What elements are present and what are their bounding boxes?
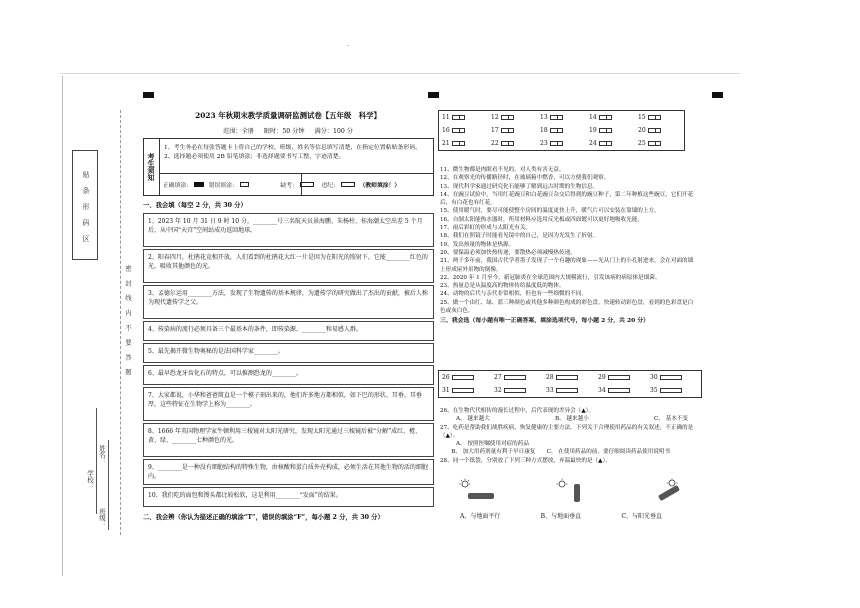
- tf-question-list: [440, 166, 698, 326]
- mc-option: A、 越来越大: [456, 416, 490, 423]
- tf-bubble[interactable]: [550, 141, 563, 146]
- violation-box[interactable]: [341, 182, 355, 187]
- tf-number: 23: [540, 140, 548, 147]
- question-box: [143, 285, 434, 319]
- tf-bubble[interactable]: [599, 141, 612, 146]
- mc-question-list: [440, 407, 700, 465]
- barcode-label: 贴 条 形 码 区: [82, 171, 90, 243]
- caption: C、与阳光垂直: [621, 513, 662, 520]
- class-label: 班级：: [98, 508, 106, 528]
- tf-number: 25: [638, 140, 646, 147]
- tf-row: [439, 124, 684, 137]
- tf-question: 18、我们在照镜子时能看见镜中的自己，是因为光发生了折射。: [440, 233, 599, 240]
- notice-items: [164, 144, 432, 161]
- page-dot: .: [347, 40, 350, 48]
- class-field: [98, 508, 107, 528]
- tf-number: 15: [638, 114, 646, 121]
- mc-cell[interactable]: [595, 374, 647, 381]
- fill-correct-sample: [194, 182, 204, 187]
- tf-bubble[interactable]: [501, 141, 514, 146]
- illustration-captions: [440, 511, 702, 520]
- tf-question: 19、发出热量的物体是热源。: [440, 241, 515, 248]
- mc-number: 30: [650, 374, 658, 381]
- violation-label: 违纪：: [321, 183, 339, 189]
- question-box: [143, 423, 434, 457]
- tf-number: 13: [540, 114, 548, 121]
- tf-cell[interactable]: [537, 114, 586, 121]
- question-box: [143, 321, 434, 341]
- mc-number: 31: [442, 387, 450, 394]
- mc-number: 34: [598, 387, 606, 394]
- mc-row: [439, 384, 701, 397]
- tf-number: 14: [589, 114, 597, 121]
- question-box: [143, 365, 434, 385]
- tf-question: 13、现代科学家通过研究化石能够了解到远古时期的生物信息。: [440, 183, 599, 190]
- sun-bag-vertical-icon: [552, 478, 592, 504]
- notice-head: 考生须知: [144, 139, 160, 195]
- mc-question: 28、同一个纸袋，分别放了下列三种方式摆放，弃温最快的是（▲）。: [440, 457, 611, 464]
- top-rule: [60, 73, 740, 74]
- tf-cell[interactable]: [537, 140, 586, 147]
- tf-cell[interactable]: [439, 127, 488, 134]
- mc-bubble[interactable]: [660, 375, 682, 380]
- tf-question: 24、动物的后代与亲代非常相似，但也有一些细微的不同。: [440, 291, 587, 298]
- name-field: [98, 445, 107, 465]
- name-label: 姓名：: [98, 445, 106, 465]
- mc-row: [439, 371, 701, 384]
- tf-bubble[interactable]: [501, 128, 514, 133]
- tf-cell[interactable]: [537, 127, 586, 134]
- tf-cell[interactable]: [488, 114, 537, 121]
- tf-question: 22、2020 年 1 月至今，新冠肺炎在全球范围内大规模流行，引发该病的病原体是细菌。: [440, 274, 661, 281]
- tf-bubble[interactable]: [452, 141, 465, 146]
- tf-bubble[interactable]: [599, 128, 612, 133]
- tf-number: 19: [589, 127, 597, 134]
- exam-meta: [143, 126, 433, 135]
- tf-bubble[interactable]: [648, 128, 661, 133]
- mc-bubble[interactable]: [556, 375, 578, 380]
- mc-number: 32: [494, 387, 502, 394]
- tf-cell[interactable]: [635, 127, 684, 134]
- mc-option: A、 按照医嘱使用对症的药品: [456, 441, 529, 448]
- tf-question: 14、在豌豆试验中，当用红花豌豆和白花豌豆杂交后得到的豌豆种子，第二年种植这些豌豆，它们开花后，有白花也有红花。: [440, 191, 694, 207]
- mc-bubble[interactable]: [504, 388, 526, 393]
- mc-options: [440, 440, 700, 448]
- fill-divider: [301, 173, 302, 195]
- tf-number: 24: [589, 140, 597, 147]
- tf-cell[interactable]: [586, 114, 635, 121]
- tf-cell[interactable]: [586, 127, 635, 134]
- mc-bubble[interactable]: [556, 388, 578, 393]
- signature-line: [108, 440, 109, 530]
- mc-cell[interactable]: [491, 374, 543, 381]
- tf-row: [439, 137, 684, 150]
- question-box: [143, 459, 434, 485]
- exam-title: 2023 年秋期末教学质量调研监测试卷【五年级 科学】: [195, 111, 381, 120]
- question-text: 3、孟德尔运用________方法，发现了生物遗传的基本规律，为遗传学的研究做出了杰出的贡献，被后人称为现代遗传学之父。: [148, 290, 428, 307]
- tf-bubble[interactable]: [452, 115, 465, 120]
- meta-score: 满分：100 分: [314, 128, 353, 135]
- mc-cell[interactable]: [595, 387, 647, 394]
- tf-cell[interactable]: [586, 140, 635, 147]
- mc-bubble[interactable]: [608, 375, 630, 380]
- mc-question: B、 加大用药剂量有利于早日康复 C、 在使用药品的前，要仔细阅读药品使用说明书: [440, 449, 671, 456]
- mc-number: 26: [442, 374, 450, 381]
- tf-bubble[interactable]: [648, 141, 661, 146]
- question-text: 7、大家都说，小华和爸爸简直是一个模子刻出来的，他们许多地方都相似，如下巴的形状、耳垂、耳垂厚，这些特征在生物学上称为________。: [148, 392, 422, 409]
- tf-cell[interactable]: [635, 140, 684, 147]
- question-box: [143, 387, 434, 421]
- tf-row: [439, 111, 684, 124]
- mc-cell[interactable]: [439, 387, 491, 394]
- mc-answer-grid: [438, 370, 702, 398]
- absent-label: 缺考：: [280, 183, 298, 189]
- question-box: [143, 343, 434, 363]
- mc-cell[interactable]: [647, 374, 699, 381]
- barcode-area: [72, 150, 98, 260]
- fill-example-row: [160, 173, 433, 195]
- mc-question: 26、在生物代代相传的漫长过程中，后代表现的差异会（▲）。: [440, 408, 595, 414]
- question-text: 8、1666 年英国物理学家牛顿利用三棱镜对太阳光研究，发现太阳光通过三棱镜后被“分解”成红、橙、黄、绿、________七种颜色的光。: [148, 428, 422, 445]
- notice-item: 1、考生务必在每张答题卡上将自己的学校、班级、姓名等信息填写清楚，在指定位置粘贴条形码。: [164, 145, 422, 151]
- tf-number: 21: [442, 140, 450, 147]
- tf-answer-grid: [438, 110, 685, 151]
- tf-bubble[interactable]: [550, 115, 563, 120]
- signature-line: [96, 408, 97, 514]
- mc-option: C、 基本不变: [653, 416, 688, 423]
- mc-cell[interactable]: [543, 374, 595, 381]
- tf-bubble[interactable]: [452, 128, 465, 133]
- tf-question: 15、使用暖气时，要尽可能使整个房间的温度更快上升，暖气片可以安装在靠墙的上方。: [440, 208, 660, 215]
- question-text: 10、我们吃的面包和馒头都比较松软，这是利用________“发面”的结果。: [148, 492, 342, 499]
- sun-bag-parallel-icon: [458, 478, 498, 504]
- caption: B、与地面垂直: [540, 513, 582, 520]
- question-text: 5、最先揭开微生物奥秘的是法国科学家________。: [148, 348, 284, 355]
- mc-bubble[interactable]: [504, 375, 526, 380]
- tf-cell[interactable]: [488, 140, 537, 147]
- fill-correct-label: 正确填涂：: [163, 183, 192, 189]
- tf-number: 16: [442, 127, 450, 134]
- notice-box: [143, 138, 434, 196]
- fill-wrong-label: 错误填涂：: [208, 183, 238, 189]
- tf-question: 11、微生物都是肉眼看不见的，对人类有害无益。: [440, 167, 565, 173]
- paper-bag-illustrations: [440, 478, 702, 508]
- tf-question: 16、自制太阳能热水器时，所用材料应选用反光板或四面镀可以更好地吸收光能。: [440, 216, 643, 223]
- meta-time: 限时：50 分钟: [263, 128, 305, 135]
- school-field: [86, 470, 95, 490]
- tf-bubble[interactable]: [648, 115, 661, 120]
- tf-bubble[interactable]: [599, 115, 612, 120]
- mc-options: [440, 415, 700, 423]
- tf-number: 12: [491, 114, 499, 121]
- fill-wrong-sample: [240, 182, 249, 187]
- question-box: [143, 487, 434, 507]
- tf-number: 20: [638, 127, 646, 134]
- mc-bubble[interactable]: [452, 388, 474, 393]
- question-text: 6、最早恐龙牙齿化石的特点，可以推测恐龙的________。: [148, 370, 302, 377]
- seal-line-text: 密 封 线 内 不 要 答 题: [124, 265, 132, 376]
- tf-question: 21、两千多年前，我国古代学者墨子发现了一个有趣的现象——光从门上的小孔射进来，会在对面的墙上形成屋外景物的倒像。: [440, 258, 694, 273]
- question-text: 1、2023 年 10 月 31 日 9 时 10 分，________号三名航天员景海鹏、朱杨柱、桂海潮太空出差 5 个月后，从中国“天宫”空间站成功返回地球。: [148, 218, 423, 235]
- tf-question: 25、做一个由红、绿、蓝三种颜色或其他多种颜色构成的彩色盘，快速转动彩色盘，看到的色彩盘是白色或灰白色。: [440, 299, 694, 315]
- tf-question: 17、雨后彩虹的形成与太阳光有关。: [440, 225, 532, 232]
- caption: A、与地面平行: [460, 513, 501, 520]
- tf-number: 18: [540, 127, 548, 134]
- mc-number: 28: [546, 374, 554, 381]
- tf-number: 22: [491, 140, 499, 147]
- tf-bubble[interactable]: [501, 115, 514, 120]
- tf-cell[interactable]: [488, 127, 537, 134]
- meta-scope: 范围：全册: [223, 128, 254, 135]
- mc-number: 35: [650, 387, 658, 394]
- question-text: 9、________是一种没有细胞结构的特殊生物，由核酸和蛋白质外壳构成，必须生活在其他生物的活的细胞内。: [148, 464, 428, 481]
- mc-cell[interactable]: [439, 374, 491, 381]
- mc-number: 33: [546, 387, 554, 394]
- binding-line: [120, 110, 121, 535]
- question-text: 2、阳春四月，杜鹃花竞相开放，人们看到的杜鹃花大红一片是因为在阳光的照射下，它能________红色的光，吸收其他颜色的光。: [148, 254, 428, 271]
- mc-cell[interactable]: [647, 387, 699, 394]
- question-box: [143, 213, 434, 247]
- tf-number: 17: [491, 127, 499, 134]
- tf-cell[interactable]: [439, 114, 488, 121]
- mc-bubble[interactable]: [608, 388, 630, 393]
- section-choice-heading: 三、我会选（每小题有唯一正确答案，填涂选项代号，每小题 2 分，共 20 分）: [440, 317, 649, 325]
- notice-item: 2、选择题必须使用 2B 铅笔填涂；非选择题要书写工整、字迹清楚。: [164, 153, 345, 160]
- mc-option: B、 越来越小: [554, 416, 589, 423]
- mc-bubble[interactable]: [660, 388, 682, 393]
- mc-cell[interactable]: [491, 387, 543, 394]
- mc-bubble[interactable]: [452, 375, 474, 380]
- question-text: 4、传染病的流行必须具备三个最基本的条件，即传染源、________和易感人群。: [148, 326, 362, 333]
- tf-question: 12、在观察光的传播路径时，在玻璃箱中燃香，可以方便我们观察。: [440, 175, 610, 182]
- section-fill-heading: 一、我会填（每空 2 分，共 30 分）: [143, 202, 247, 209]
- mc-cell[interactable]: [543, 387, 595, 394]
- school-label: 学校：: [86, 470, 94, 490]
- mc-question: 27、吃药是帮助我们战胜疾病，恢复健康的主要方法。下列关于合理使用药品的有关叙述，不正确的是（▲）。: [440, 424, 694, 439]
- mc-number: 29: [598, 374, 606, 381]
- mc-number: 27: [494, 374, 502, 381]
- question-box: [143, 249, 434, 283]
- tf-number: 11: [442, 114, 450, 121]
- tf-cell[interactable]: [439, 140, 488, 147]
- teacher-note: （教师填涂！）: [359, 183, 401, 189]
- tf-bubble[interactable]: [550, 128, 563, 133]
- section-judge-heading: 二、我会辨（你认为描述正确的填涂“T”，错误的填涂“F”，每小题 2 分，共 30 分）: [143, 514, 384, 521]
- tf-question: 20、要保温必须加快热传递，要散热必须减慢热传递。: [440, 249, 576, 256]
- tf-cell[interactable]: [635, 114, 684, 121]
- sun-bag-facing-icon: [648, 478, 688, 504]
- tf-question: 23、热量总是从温度高的物体传给温度低的物体。: [440, 283, 565, 290]
